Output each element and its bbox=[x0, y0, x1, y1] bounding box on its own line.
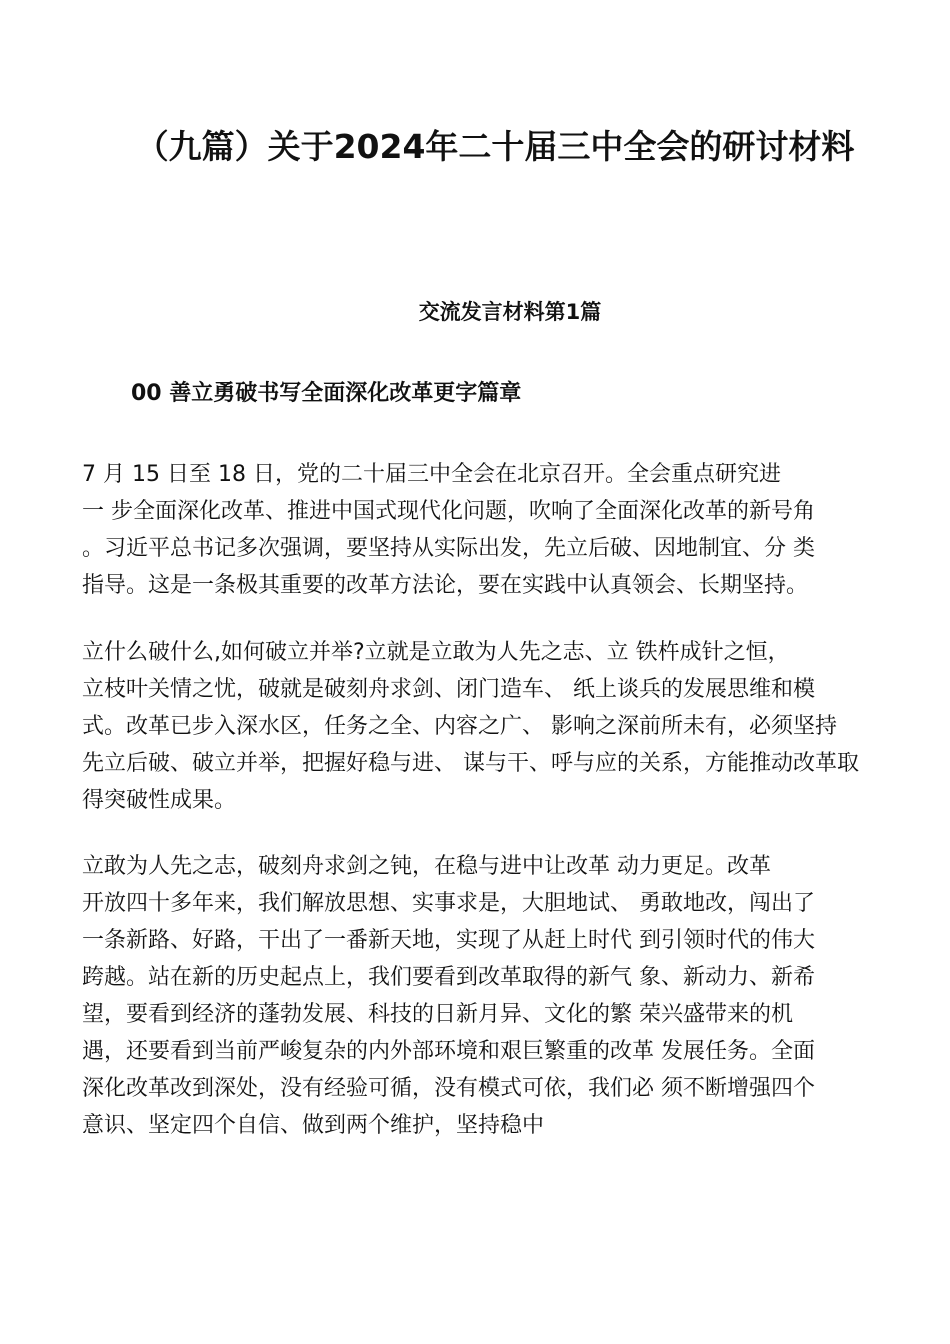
paragraph-line: 一 步全面深化改革、推进中国式现代化问题，吹响了全面深化改革的新号角 bbox=[82, 499, 815, 524]
document-title: （九篇）关于2024年二十届三中全会的研讨材料 bbox=[135, 127, 855, 166]
paragraph-line: 立枝叶关情之忧，破就是破刻舟求剑、闭门造车、 纸上谈兵的发展思维和模 bbox=[82, 677, 815, 702]
paragraph-line: 7 月 15 日至 18 日，党的二十届三中全会在北京召开。全会重点研究进 bbox=[82, 462, 781, 487]
paragraph-1 bbox=[82, 456, 902, 604]
paragraph-line: 开放四十多年来，我们解放思想、实事求是，大胆地试、 勇敢地改，闯出了 bbox=[82, 891, 815, 916]
paragraph-line: 意识、坚定四个自信、做到两个维护，坚持稳中 bbox=[82, 1113, 545, 1138]
paragraph-2 bbox=[82, 634, 902, 819]
paragraph-line: 立敢为人先之志，破刻舟求剑之钝，在稳与进中让改革 动力更足。改革 bbox=[82, 854, 771, 879]
paragraph-line: 立什么破什么,如何破立并举?立就是立敢为人先之志、立 铁杵成针之恒， bbox=[82, 640, 790, 665]
paragraph-line: 一条新路、好路，干出了一番新天地，实现了从赶上时代 到引领时代的伟大 bbox=[82, 928, 815, 953]
paragraph-line: 得突破性成果。 bbox=[82, 788, 237, 813]
paragraph-line: 望，要看到经济的蓬勃发展、科技的日新月异、文化的繁 荣兴盛带来的机 bbox=[82, 1002, 793, 1027]
paragraph-line: 深化改革改到深处，没有经验可循，没有模式可依，我们必 须不断增强四个 bbox=[82, 1076, 815, 1101]
paragraph-line: 。习近平总书记多次强调，要坚持从实际出发，先立后破、因地制宜、分 类 bbox=[82, 536, 815, 561]
paragraph-line: 指导。这是一条极其重要的改革方法论，要在实践中认真领会、长期坚持。 bbox=[82, 573, 809, 598]
paragraph-line: 跨越。站在新的历史起点上，我们要看到改革取得的新气 象、新动力、新希 bbox=[82, 965, 815, 990]
paragraph-3 bbox=[82, 848, 902, 1144]
sub-heading: 00 善立勇破书写全面深化改革更字篇章 bbox=[131, 381, 522, 406]
paragraph-line: 式。改革已步入深水区，任务之全、内容之广、 影响之深前所未有，必须坚持 bbox=[82, 714, 837, 739]
paragraph-line: 遇，还要看到当前严峻复杂的内外部环境和艰巨繁重的改革 发展任务。全面 bbox=[82, 1039, 815, 1064]
section-title: 交流发言材料第1篇 bbox=[418, 300, 602, 324]
paragraph-line: 先立后破、破立并举，把握好稳与进、 谋与干、呼与应的关系，方能推动改革取 bbox=[82, 751, 859, 776]
